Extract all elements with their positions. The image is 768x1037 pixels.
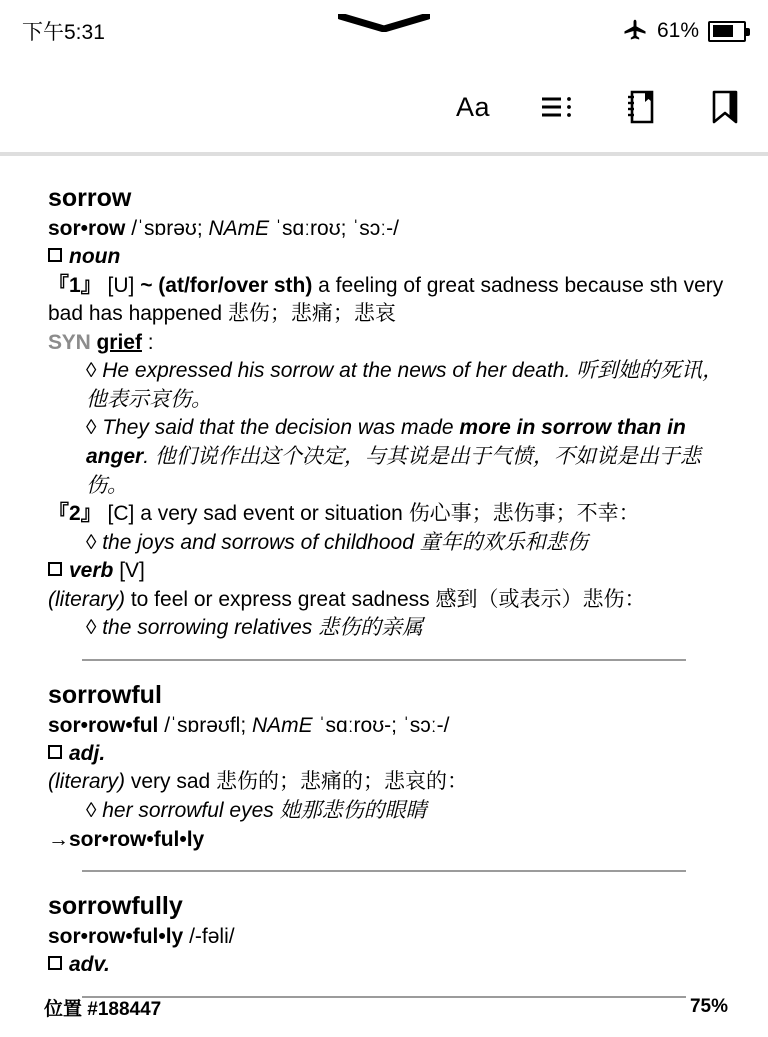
- synonym-link[interactable]: grief: [96, 330, 142, 354]
- chevron-down-handle-icon: [338, 14, 430, 32]
- syllabified-word: sor•row: [48, 217, 126, 240]
- syllabified-word: sor•row•ful•ly: [48, 925, 184, 949]
- example-sentence: [48, 614, 728, 643]
- sense-grammar: [C]: [101, 502, 141, 526]
- synonym-tag: SYN: [48, 330, 91, 354]
- example-highlight: more in sorrow than in anger: [86, 416, 686, 468]
- table-of-contents-icon: [540, 93, 574, 121]
- bookmark-icon: [710, 90, 740, 124]
- part-of-speech: adj.: [69, 741, 106, 765]
- headword: sorrowfully: [48, 892, 183, 921]
- notebook-button[interactable]: [622, 88, 660, 126]
- part-of-speech-line: [48, 740, 728, 769]
- sense-1: [48, 272, 728, 329]
- status-time: 下午5:31: [22, 21, 105, 44]
- phonetic-br: /ˈsɒrəʊ;: [125, 217, 209, 240]
- example-zh: 悲伤的亲属: [312, 616, 424, 640]
- location-indicator: 位置 #188447: [44, 998, 162, 1020]
- phonetic-us: ˈsɑːroʊ-; ˈsɔː-/: [312, 713, 450, 737]
- phonetic-br: /ˈsɒrəʊfl;: [158, 713, 252, 737]
- sense-number: 『2』: [48, 502, 102, 526]
- example-diamond-icon: ◊: [86, 359, 103, 383]
- part-of-speech: noun: [69, 245, 121, 269]
- synonym-colon: :: [141, 330, 154, 354]
- example-sentence: [48, 357, 728, 414]
- example-en: her sorrowful eyes: [102, 799, 274, 822]
- entry-separator: [82, 659, 686, 661]
- example-zh: 他们说作出这个决定，与其说是出于气愤，不如说是出于悲伤。: [86, 444, 701, 497]
- sense-1: [48, 768, 728, 797]
- battery-icon: [708, 21, 746, 42]
- dictionary-entry-sorrow: [48, 182, 728, 643]
- synonym-line: [48, 329, 728, 358]
- example-en-post: .: [143, 444, 150, 468]
- part-of-speech-line-verb: [48, 557, 728, 586]
- part-of-speech: verb: [69, 559, 114, 583]
- example-sentence: [48, 797, 728, 826]
- example-en-pre: They said that the decision was made: [102, 416, 460, 440]
- example-zh: 听到她的死讯，他表示哀伤。: [86, 359, 724, 411]
- example-sentence: [48, 529, 728, 558]
- syllabified-word: sor•row•ful: [48, 713, 159, 737]
- bookmark-button[interactable]: [706, 88, 744, 126]
- pronunciation-line: [48, 215, 728, 243]
- example-diamond-icon: ◊: [86, 416, 103, 440]
- sense-number: 『1』: [48, 273, 102, 297]
- nam-label: NAmE: [208, 217, 270, 240]
- airplane-mode-icon: [622, 18, 648, 44]
- example-diamond-icon: ◊: [86, 799, 103, 822]
- sense-definition-en: a very sad event or situation: [140, 502, 409, 526]
- sense-definition-zh: 悲伤；悲痛；悲哀: [227, 302, 396, 326]
- dictionary-entry-sorrowfully: [48, 890, 728, 980]
- reader-toolbar: [0, 62, 768, 152]
- example-en: He expressed his sorrow at the news of her death.: [102, 359, 571, 383]
- pronunciation-line: [48, 923, 728, 951]
- font-settings-label: Aa: [455, 91, 491, 122]
- battery-percentage: 61%: [656, 19, 699, 42]
- sense-definition-zh: 伤心事；悲伤事；不幸：: [408, 502, 640, 526]
- table-of-contents-button[interactable]: [538, 88, 576, 126]
- part-of-speech-line: [48, 951, 728, 980]
- phonetic-br: /-fəli/: [183, 925, 235, 949]
- example-diamond-icon: ◊: [86, 530, 103, 554]
- font-settings-button[interactable]: [454, 88, 492, 126]
- part-of-speech: adv.: [69, 953, 110, 977]
- notebook-icon: [626, 90, 656, 124]
- example-diamond-icon: ◊: [86, 616, 103, 640]
- part-of-speech-line: [48, 243, 728, 272]
- sense-definition-zh: 悲伤的；悲痛的；悲哀的：: [216, 770, 469, 794]
- headword: sorrow: [48, 184, 132, 212]
- pronunciation-line: [48, 712, 728, 740]
- example-zh: 她那悲伤的眼睛: [273, 799, 427, 822]
- phonetic-us: ˈsɑːroʊ; ˈsɔː-/: [269, 217, 399, 240]
- verb-grammar: [V]: [113, 559, 145, 583]
- sense-grammar: [U]: [101, 273, 141, 297]
- progress-percentage: 75%: [689, 996, 728, 1017]
- pos-bullet-icon: [48, 745, 62, 759]
- entry-separator: [82, 870, 686, 872]
- register-label: (literary): [48, 587, 125, 611]
- status-bar: [0, 0, 768, 62]
- nam-label: NAmE: [252, 713, 313, 737]
- example-sentence: [48, 414, 728, 500]
- register-label: (literary): [48, 770, 125, 794]
- sense-2: [48, 500, 728, 529]
- status-indicators: [622, 18, 746, 44]
- verb-definition-zh: 感到（或表示）悲伤：: [435, 587, 646, 611]
- verb-sense: [48, 586, 728, 615]
- example-en: the joys and sorrows of childhood: [102, 530, 414, 554]
- example-en: the sorrowing relatives: [102, 616, 313, 640]
- headword: sorrowful: [48, 680, 162, 709]
- pos-bullet-icon: [48, 956, 62, 970]
- cross-reference-link[interactable]: →sor•row•ful•ly: [48, 827, 205, 851]
- sense-pattern: ~ (at/for/over sth): [140, 273, 313, 297]
- reader-footer: [0, 977, 768, 1037]
- example-zh: 童年的欢乐和悲伤: [413, 530, 588, 554]
- dictionary-content: [0, 156, 768, 998]
- battery-fill: [713, 25, 733, 37]
- sense-definition-en: very sad: [125, 770, 217, 794]
- pos-bullet-icon: [48, 562, 62, 576]
- sense-definition-en: a feeling of great sadness because sth very bad has happened: [48, 273, 724, 326]
- pos-bullet-icon: [48, 248, 62, 262]
- verb-definition-en: to feel or express great sadness: [125, 587, 436, 611]
- dictionary-entry-sorrowful: [48, 679, 728, 854]
